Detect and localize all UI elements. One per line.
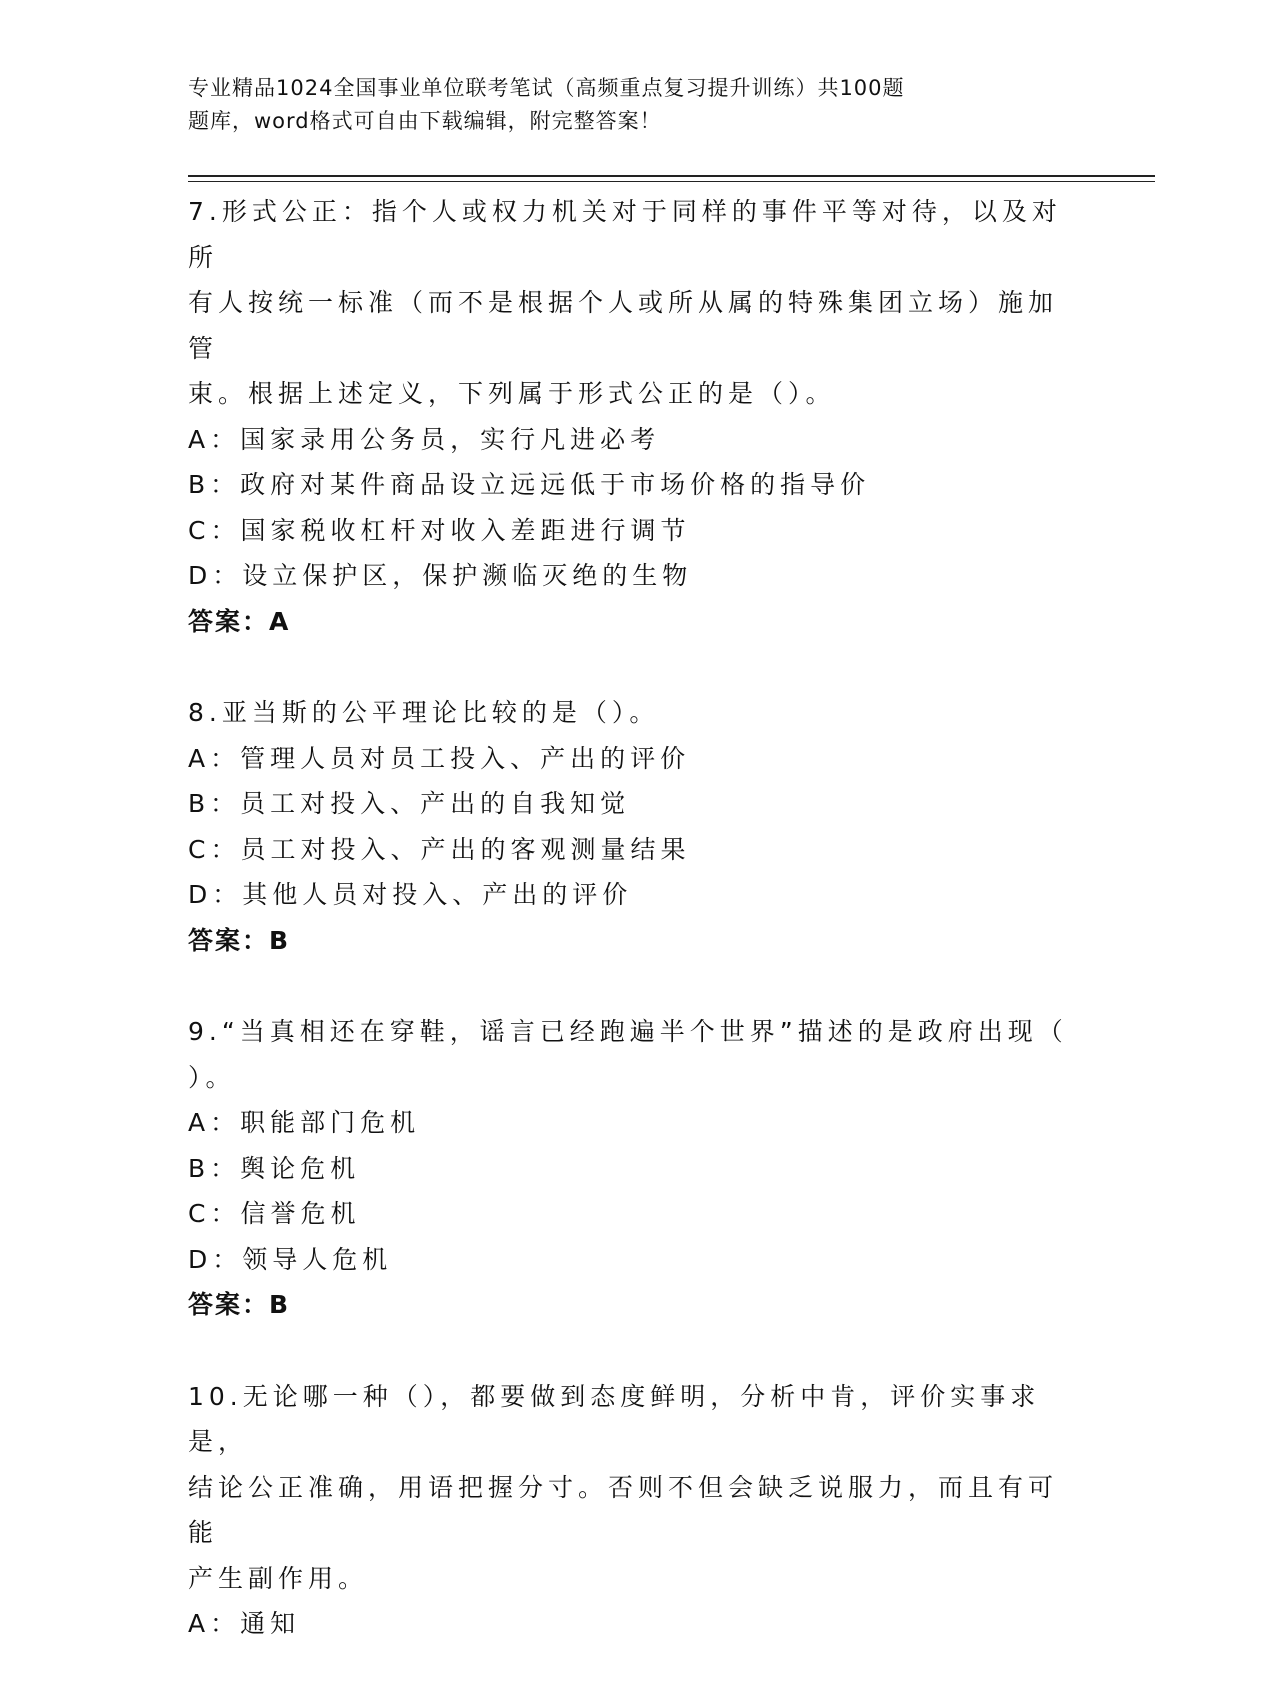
question-7 <box>188 189 1068 644</box>
question-stem-line: 束。根据上述定义，下列属于形式公正的是（）。 <box>188 379 836 408</box>
option-b: B：政府对某件商品设立远远低于市场价格的指导价 <box>188 470 871 499</box>
option-a: A：通知 <box>188 1609 301 1638</box>
question-stem-line: ）。 <box>188 1062 236 1092</box>
header-divider-thin <box>188 181 1155 182</box>
option-b: B：员工对投入、产出的自我知觉 <box>188 789 631 818</box>
question-stem-line: 结论公正准确，用语把握分寸。否则不但会缺乏说服力，而且有可能 <box>188 1472 1059 1547</box>
question-list <box>188 189 1068 1693</box>
option-a: A：职能部门危机 <box>188 1108 421 1137</box>
answer-line: 答案：A <box>188 606 291 636</box>
option-c: C：信誉危机 <box>188 1199 361 1228</box>
option-a: A：管理人员对员工投入、产出的评价 <box>188 743 691 773</box>
question-9 <box>188 1009 1068 1328</box>
question-stem-line: 10.无论哪一种（），都要做到态度鲜明，分析中肯，评价实事求是， <box>188 1381 1041 1456</box>
option-c: C：员工对投入、产出的客观测量结果 <box>188 834 691 864</box>
question-stem-line: 9.“当真相还在穿鞋，谣言已经跑遍半个世界”描述的是政府出现（ <box>188 1017 1068 1046</box>
option-c: C：国家税收杠杆对收入差距进行调节 <box>188 515 691 545</box>
question-stem-line: 7.形式公正：指个人或权力机关对于同样的事件平等对待，以及对所 <box>188 197 1062 272</box>
question-stem-line: 8.亚当斯的公平理论比较的是（）。 <box>188 698 660 727</box>
answer-line: 答案：B <box>188 1290 291 1319</box>
answer-line: 答案：B <box>188 925 291 955</box>
option-d: D：设立保护区，保护濒临灭绝的生物 <box>188 561 693 590</box>
question-10 <box>188 1374 1068 1647</box>
header-divider-thick <box>188 175 1155 177</box>
header-line: 专业精品1024全国事业单位联考笔试（高频重点复习提升训练）共100题 <box>188 76 905 100</box>
question-stem-line: 有人按统一标准（而不是根据个人或所从属的特殊集团立场）施加管 <box>188 288 1059 363</box>
question-8 <box>188 690 1068 963</box>
document-header <box>188 72 1008 138</box>
option-d: D：其他人员对投入、产出的评价 <box>188 880 633 909</box>
question-stem-line: 产生副作用。 <box>188 1563 369 1593</box>
option-d: D：领导人危机 <box>188 1244 393 1274</box>
header-line: 题库，word格式可自由下载编辑，附完整答案！ <box>188 109 662 133</box>
option-b: B：舆论危机 <box>188 1153 361 1183</box>
option-a: A：国家录用公务员，实行凡进必考 <box>188 424 661 454</box>
